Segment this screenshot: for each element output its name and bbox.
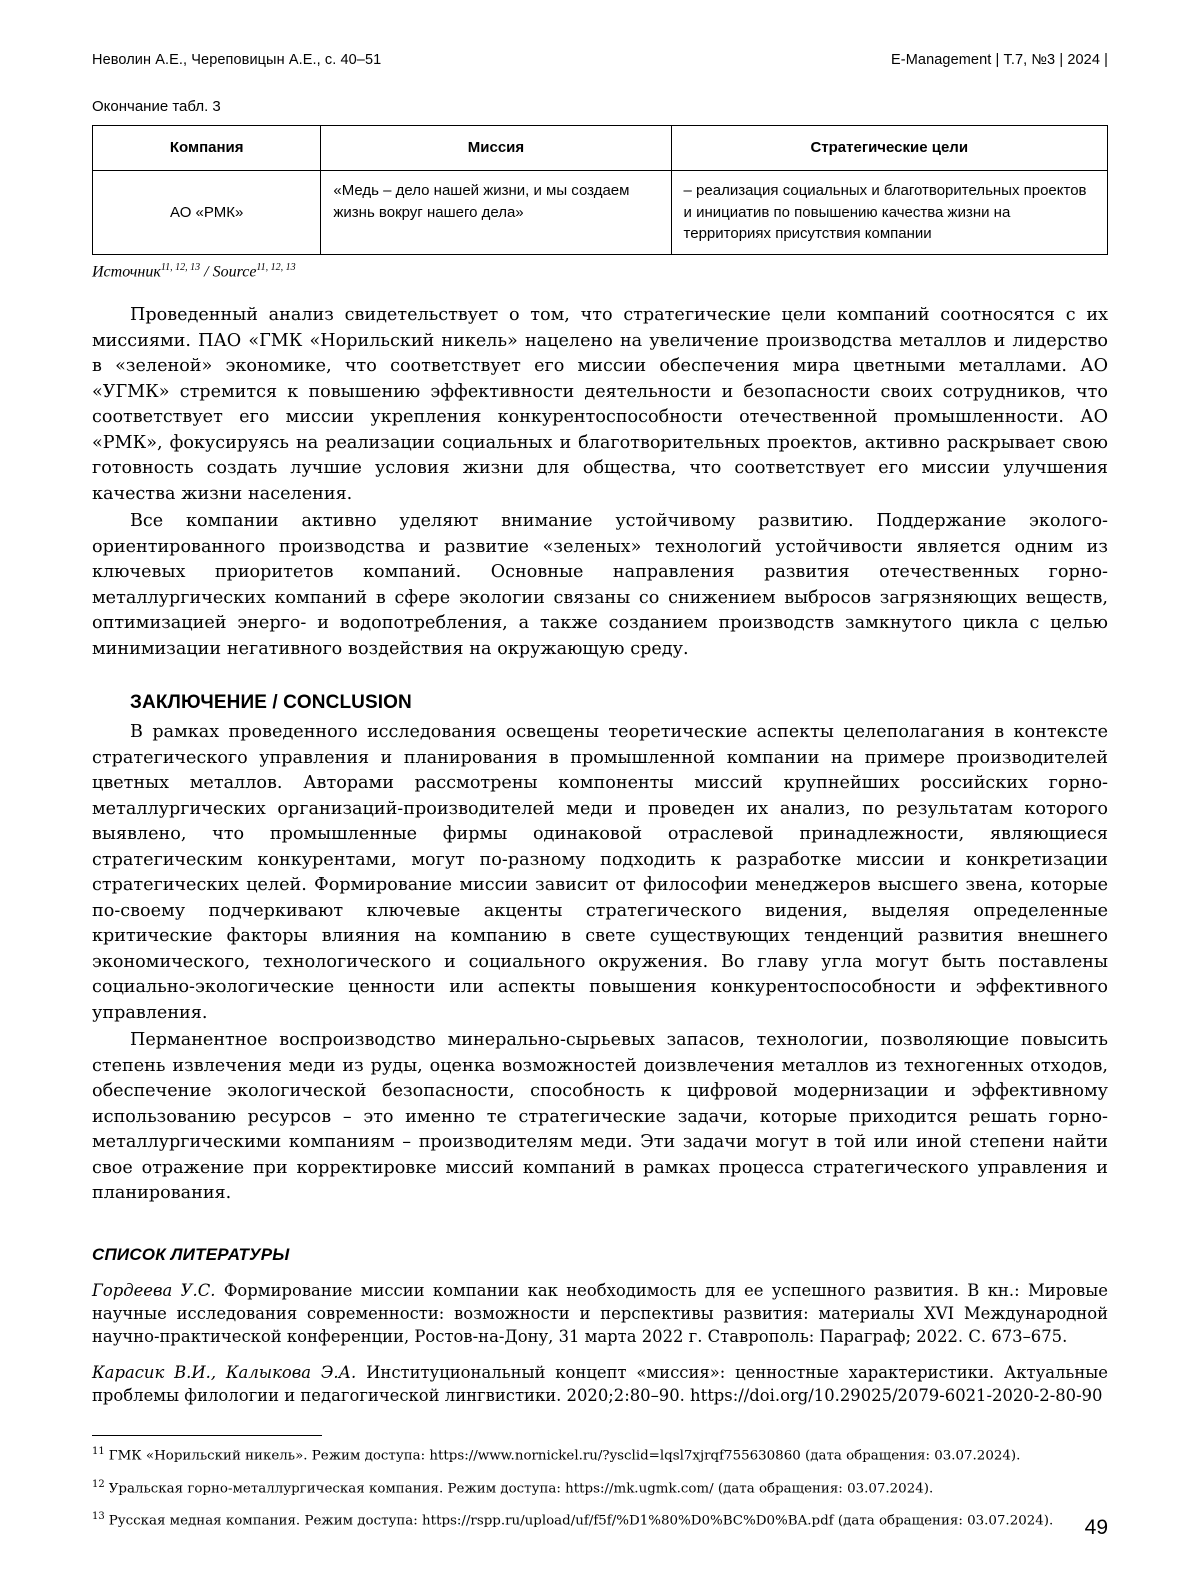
- footnote-text: Уральская горно-металлургическая компания. Режим доступа: https://mk.ugmk.com/ (дата обращения: 03.07.2024).: [108, 1481, 934, 1497]
- footnote-item: [92, 1478, 1108, 1499]
- reference-text: Формирование миссии компании как необходимость для ее успешного развития. В кн.: Мировые научные исследования современности: возможности и перспективы развития: материалы XVI Международной научно-практической конференции, Ростов-на-Дону, 31 марта 2022 г. Ставрополь: Параграф; 2022. С. 673–675.: [92, 1280, 1108, 1347]
- cell-goals: – реализация социальных и благотворительных проектов и инициатив по повышению качества жизни на территориях присутствия компании: [671, 170, 1107, 254]
- column-header-mission: Миссия: [321, 126, 671, 171]
- cell-mission: «Медь – дело нашей жизни, и мы создаем жизнь вокруг нашего дела»: [321, 170, 671, 254]
- section-title-conclusion: ЗАКЛЮЧЕНИЕ / CONCLUSION: [130, 692, 412, 714]
- section-title-references: СПИСОК ЛИТЕРАТУРЫ: [92, 1244, 290, 1264]
- source-label-en: Source: [212, 263, 257, 281]
- reference-authors: Карасик В.И., Калыкова Э.А.: [92, 1362, 357, 1382]
- table-caption: Окончание табл. 3: [92, 98, 221, 115]
- footnote-item: [92, 1445, 1108, 1466]
- source-sup-en: 11, 12, 13: [256, 262, 296, 273]
- footnote-marker: 12: [92, 1478, 105, 1490]
- footnote-item: [92, 1510, 1108, 1531]
- footnote-text: Русская медная компания. Режим доступа: https://rspp.ru/upload/uf/f5f/%D1%80%D0%BC%D0%BA.pdf (дата обращения: 03.07.2024).: [108, 1513, 1054, 1529]
- paragraph-conclusion-2: Перманентное воспроизводство минерально-сырьевых запасов, технологии, позволяющие повысить степень извлечения меди из руды, оценка возможностей доизвлечения металлов из техногенных отходов, обеспечение экологической безопасности, способность к цифровой модернизации и эффективному использованию ресурсов – это именно те стратегические задачи, которые приходится решать горно-металлургическими компаниям – производителям меди. Эти задачи могут в той или иной степени найти свое отражение при корректировке миссий компаний в рамках процесса стратегического управления и планирования.: [92, 1030, 1108, 1204]
- footnote-marker: 11: [92, 1446, 105, 1458]
- cell-company: АО «РМК»: [93, 170, 321, 254]
- reference-authors: Гордеева У.С.: [92, 1280, 216, 1300]
- page-number: 49: [1084, 1516, 1108, 1539]
- reference-item: [92, 1279, 1108, 1349]
- running-head: [92, 52, 1108, 76]
- column-header-company: Компания: [93, 126, 321, 171]
- mission-table: [92, 125, 1108, 255]
- paragraph-sustainability: Все компании активно уделяют внимание устойчивому развитию. Поддержание эколого-ориентированного производства и развитие «зеленых» технологий устойчивости является одним из ключевых приоритетов компаний. Основные направления развития отечественных горно-металлургических компаний в сфере экологии связаны со снижением выбросов загрязняющих веществ, оптимизацией энерго- и водопотребления, а также созданием производств замкнутого цикла с целью минимизации негативного воздействия на окружающую среду.: [92, 511, 1108, 659]
- paragraph-conclusion-1: В рамках проведенного исследования освещены теоретические аспекты целеполагания в контексте стратегического управления и планирования в промышленной компании на примере производителей цветных металлов. Авторами рассмотрены компоненты миссий крупнейших российских горно-металлургических организаций-производителей меди и проведен их анализ, по результатам которого выявлено, что промышленные фирмы одинаковой отраслевой принадлежности, являющиеся стратегическим конкурентами, могут по-разному подходить к разработке миссии и конкретизации стратегических целей. Формирование миссии зависит от философии менеджеров высшего звена, которые по-своему подчеркивают ключевые акценты стратегического видения, выделяя определенные критические факторы влияния на компанию в свете существующих тенденций развития внешнего экономического, технологического и социального окружения. Во главу угла могут быть поставлены социально-экологические ценности или аспекты повышения конкурентоспособности и эффективного управления.: [92, 722, 1108, 1023]
- source-sup-ru: 11, 12, 13: [160, 262, 201, 273]
- running-head-journal: E-Management | Т.7, №3 | 2024 |: [891, 52, 1108, 68]
- column-header-goals: Стратегические цели: [671, 126, 1107, 171]
- footnote-marker: 13: [92, 1510, 105, 1522]
- table-row: [93, 170, 1108, 254]
- reference-text: Институциональный концепт «миссия»: ценностные характеристики. Актуальные проблемы филологии и педагогической лингвистики. 2020;2:80–90. https://doi.org/10.29025/2079-6021-2020-2-80-90: [92, 1362, 1109, 1406]
- table-source-note: [92, 262, 1108, 281]
- running-head-authors: Неволин А.Е., Череповицын А.Е., с. 40–51: [92, 52, 382, 68]
- paragraph-analysis: Проведенный анализ свидетельствует о том, что стратегические цели компаний соотносятся с их миссиями. ПАО «ГМК «Норильский никель» нацелено на увеличение производства металлов и лидерство в «зеленой» экономике, что соответствует его миссии обеспечения мира цветными металлами. АО «УГМК» стремится к повышению эффективности деятельности и безопасности своих сотрудников, что соответствует его миссии укрепления конкурентоспособности отечественной промышленности. АО «РМК», фокусируясь на реализации социальных и благотворительных проектов, активно раскрывает свою готовность создать лучшие условия жизни для общества, что соответствует его миссии улучшения качества жизни населения.: [92, 305, 1108, 504]
- footnotes: [92, 1435, 1108, 1531]
- source-separator: /: [200, 263, 213, 281]
- source-label-ru: Источник: [92, 263, 161, 281]
- reference-item: [92, 1361, 1108, 1408]
- footnote-text: ГМК «Норильский никель». Режим доступа: https://www.nornickel.ru/?ysclid=lqsl7xjrqf755630860 (дата обращения: 03.07.2024).: [108, 1448, 1021, 1464]
- table-header-row: [93, 126, 1108, 171]
